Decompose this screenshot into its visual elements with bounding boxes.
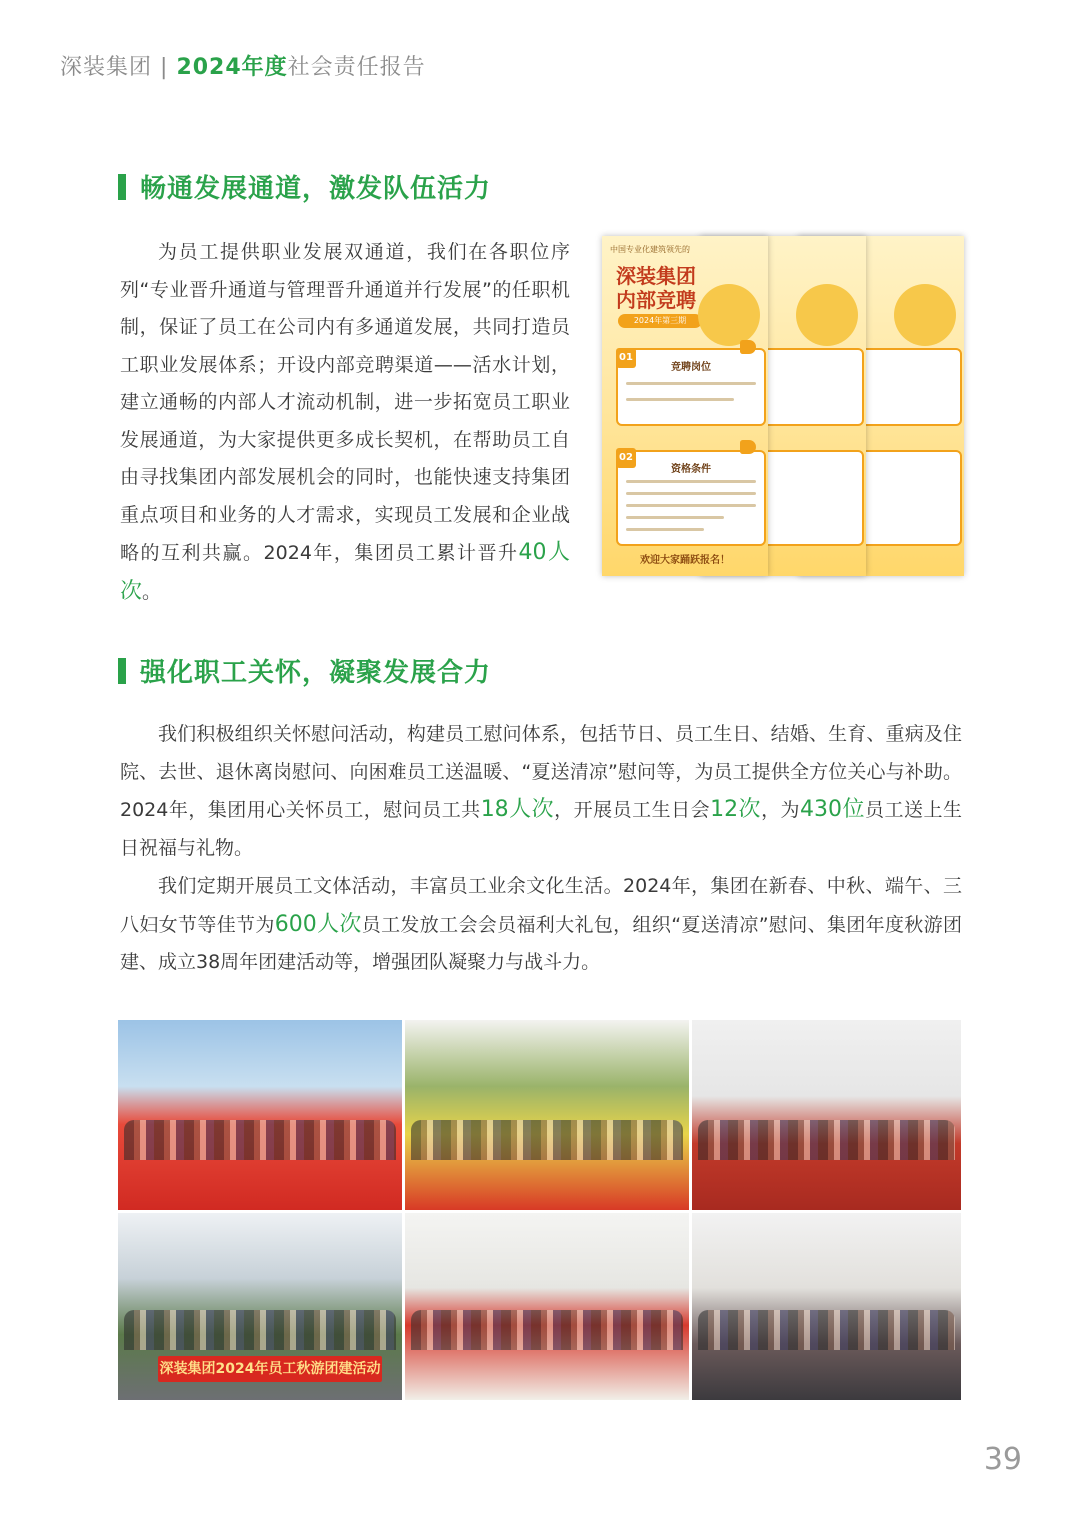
photo-autumn-outing <box>118 1213 402 1400</box>
megaphone-icon <box>740 440 756 454</box>
poster-front <box>602 236 768 576</box>
illustration-icon <box>894 284 956 346</box>
section-title-text: 畅通发展通道，激发队伍活力 <box>140 174 492 204</box>
poster-card-positions: 竞聘岗位 <box>616 348 766 426</box>
promotion-count: 40人次 <box>120 540 571 604</box>
photo-gift-bags <box>692 1020 961 1210</box>
poster-footer: 欢迎大家踊跃报名！ <box>640 555 730 566</box>
development-text-end: 。 <box>142 580 162 603</box>
megaphone-icon <box>740 340 756 354</box>
poster-title: 深装集团 内部竞聘 <box>616 264 696 312</box>
title-accent-bar <box>118 174 126 200</box>
visit-count: 18人次 <box>480 797 555 822</box>
birthday-party-count: 12次 <box>710 797 762 822</box>
section-title-care <box>118 652 491 689</box>
care-paragraph-2: 我们定期开展员工文体活动，丰富员工业余文化生活。2024年，集团在新春、中秋、端午、三八妇女节等佳节为600人次员工发放工会会员福利大礼包，组织“夏送清凉”慰问、集团年度秋游团建、成立38周年团建活动等，增强团队凝聚力与战斗力。 <box>120 875 962 973</box>
photo-gift-handover <box>405 1213 689 1400</box>
title-accent-bar <box>118 658 126 684</box>
development-text: 为员工提供职业发展双通道，我们在各职位序列“专业晋升通道与管理晋升通道并行发展”的任职机制，保证了员工在公司内有多通道发展，共同打造员工职业发展体系；开设内部竞聘渠道——活水计划，建立通畅的内部人才流动机制，进一步拓宽员工职业发展通道，为大家提供更多成长契机，在帮助员工自由寻找集团内部发展机会的同时，也能快速支持集团重点项目和业务的人才需求，实现员工发展和企业战略的互利共赢。2024年，集团员工累计晋升 <box>120 241 570 564</box>
section-title-text: 强化职工关怀，凝聚发展合力 <box>140 658 492 688</box>
header-separator: | <box>160 55 169 80</box>
poster-badge-02: 02 <box>616 448 636 468</box>
poster-slogan: 中国专业化建筑领先的 <box>610 245 690 254</box>
activity-photo-grid <box>118 1020 961 1400</box>
poster-issue: 2024年第三期 <box>618 314 702 328</box>
header-year: 2024年度 <box>176 55 288 80</box>
photo-spring-festival <box>118 1020 402 1210</box>
recruitment-poster-stack <box>600 236 964 578</box>
poster-card-requirements: 资格条件 <box>616 450 766 546</box>
header-report: 社会责任报告 <box>287 55 426 80</box>
birthday-employee-count: 430位 <box>800 797 866 822</box>
gift-package-count: 600人次 <box>274 911 362 937</box>
report-header <box>60 50 426 81</box>
photo-summer-cooling-visit <box>405 1020 689 1210</box>
section-title-development <box>118 168 491 205</box>
development-paragraph <box>120 234 570 611</box>
autumn-outing-banner: 深装集团2024年员工秋游团建活动 <box>158 1356 382 1382</box>
poster-badge-01: 01 <box>616 348 636 368</box>
page-number: 39 <box>983 1442 1022 1477</box>
header-company: 深装集团 <box>60 55 153 80</box>
illustration-icon <box>796 284 858 346</box>
photo-group-staircase <box>692 1213 961 1400</box>
care-paragraph-1: 我们积极组织关怀慰问活动，构建员工慰问体系，包括节日、员工生日、结婚、生育、重病及住院、去世、退休离岗慰问、向困难员工送温暖、“夏送清凉”慰问等，为员工提供全方位关心与补助。2024年，集团用心关怀员工，慰问员工共18人次，开展员工生日会12次，为430位员工送上生日祝福与礼物。 <box>120 723 962 859</box>
illustration-icon <box>698 284 760 346</box>
